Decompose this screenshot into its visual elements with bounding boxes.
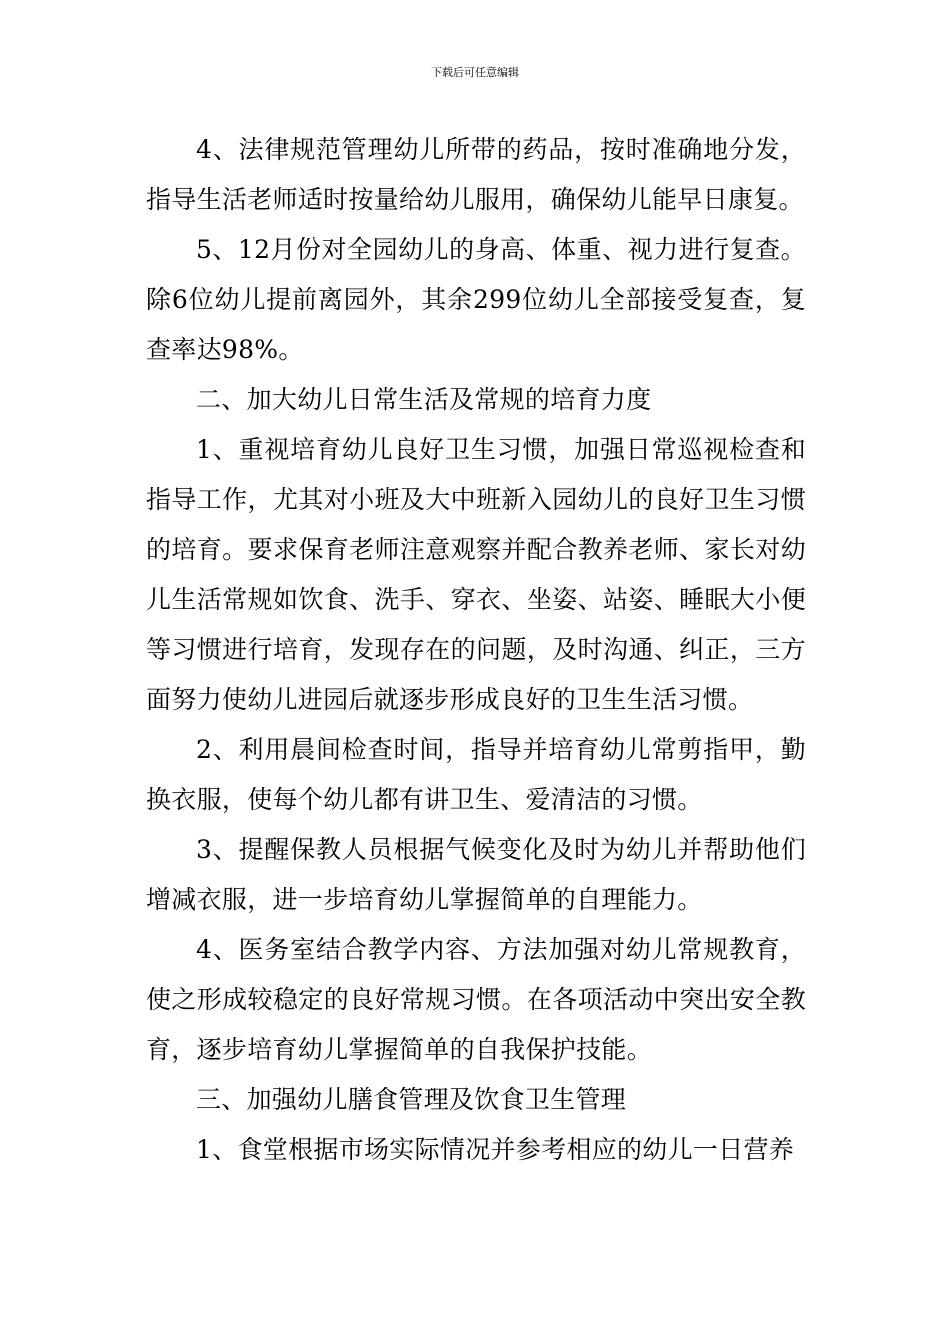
paragraph-recheck: 5、12月份对全园幼儿的身高、体重、视力进行复查。除6位幼儿提前离园外，其余299位幼儿全部接受复查，复查率达98%。 <box>146 235 806 364</box>
section-heading-diet-management: 三、加强幼儿膳食管理及饮食卫生管理 <box>196 1085 627 1114</box>
paragraph-hygiene-habits: 1、重视培育幼儿良好卫生习惯，加强日常巡视检查和指导工作，尤其对小班及大中班新入园幼儿的良好卫生习惯的培育。要求保育老师注意观察并配合教养老师、家长对幼儿生活常规如饮食、洗手、穿衣、坐姿、站姿、睡眠大小便等习惯进行培育，发现存在的问题，及时沟通、纠正，三方面努力使幼儿进园后就逐步形成良好的卫生生活习惯。 <box>146 435 806 714</box>
paragraph-clothing: 3、提醒保教人员根据气候变化及时为幼儿并帮助他们增减衣服，进一步培育幼儿掌握简单的自理能力。 <box>146 835 806 914</box>
paragraph-canteen: 1、食堂根据市场实际情况并参考相应的幼儿一日营养 <box>196 1135 795 1164</box>
paragraph-medicine-management: 4、法律规范管理幼儿所带的药品，按时准确地分发，指导生活老师适时按量给幼儿服用，确保幼儿能早日康复。 <box>146 135 806 214</box>
paragraph-morning-check: 2、利用晨间检查时间，指导并培育幼儿常剪指甲，勤换衣服，使每个幼儿都有讲卫生、爱清洁的习惯。 <box>146 735 806 814</box>
section-heading-daily-routine: 二、加大幼儿日常生活及常规的培育力度 <box>196 385 652 414</box>
paragraph-safety-education: 4、医务室结合教学内容、方法加强对幼儿常规教育，使之形成较稳定的良好常规习惯。在各项活动中突出安全教育，逐步培育幼儿掌握简单的自我保护技能。 <box>146 935 806 1064</box>
document-body <box>146 125 806 1175</box>
page-header-note: 下载后可任意编辑 <box>431 66 519 79</box>
